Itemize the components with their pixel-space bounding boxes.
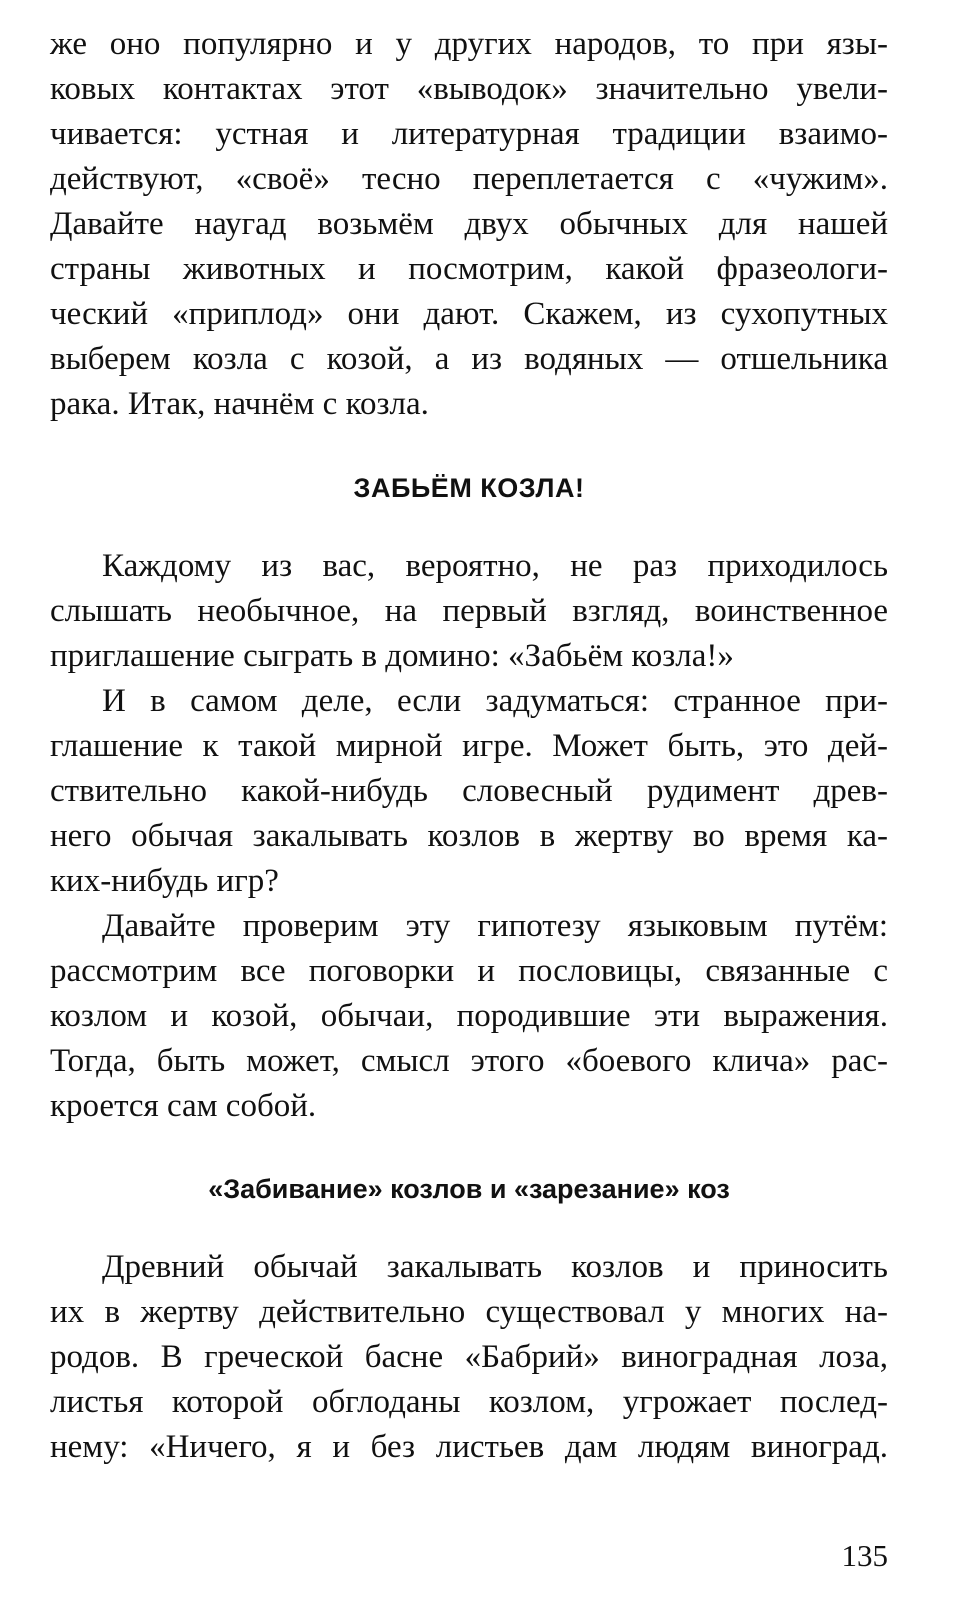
text-line: Давайте наугад возьмём двух обычных для нашей — [50, 206, 888, 242]
section1-paragraph-1 — [50, 544, 888, 679]
text-line: выберем козла с козой, а из водяных — отшельника — [50, 341, 888, 377]
text-line: ствительно какой-нибудь словесный рудимент древ- — [50, 773, 888, 809]
text-line: приглашение сыграть в домино: «Забьём козла!» — [50, 638, 734, 674]
text-line: слышать необычное, на первый взгляд, воинственное — [50, 593, 888, 629]
text-line: листья которой обглоданы козлом, угрожает послед- — [50, 1384, 888, 1420]
section-heading-zabivanie-kozlov: «Забивание» козлов и «зарезание» коз — [208, 1174, 730, 1204]
text-line: действуют, «своё» тесно переплетается с «чужим». — [50, 161, 888, 197]
page-number: 135 — [841, 1538, 888, 1573]
text-line: кроется сам собой. — [50, 1088, 317, 1124]
section2-paragraph-1 — [50, 1245, 888, 1470]
text-line: него обычая закалывать козлов в жертву во время ка- — [50, 818, 888, 854]
text-line: Каждому из вас, вероятно, не раз приходилось — [102, 548, 888, 584]
text-line: ческий «приплод» они дают. Скажем, из сухопутных — [50, 296, 888, 332]
section1-paragraph-3 — [50, 904, 888, 1129]
intro-paragraph — [50, 22, 888, 427]
text-line: Тогда, быть может, смысл этого «боевого клича» рас- — [50, 1043, 888, 1079]
text-line: ковых контактах этот «выводок» значительно увели- — [50, 71, 888, 107]
text-line: рака. Итак, начнём с козла. — [50, 386, 429, 422]
book-page — [50, 22, 888, 1582]
text-line: Древний обычай закалывать козлов и приносить — [102, 1249, 888, 1285]
section-heading-zabyom-kozla: ЗАБЬЁМ КОЗЛА! — [353, 473, 585, 503]
text-line: их в жертву действительно существовал у многих на- — [50, 1294, 888, 1330]
text-line: И в самом деле, если задуматься: странное при- — [102, 683, 888, 719]
text-line: родов. В греческой басне «Бабрий» виноградная лоза, — [50, 1339, 888, 1375]
text-line: Давайте проверим эту гипотезу языковым путём: — [102, 908, 888, 944]
text-line: чивается: устная и литературная традиции взаимо- — [50, 116, 888, 152]
text-line: ких-нибудь игр? — [50, 863, 279, 899]
text-line: козлом и козой, обычаи, породившие эти выражения. — [50, 998, 888, 1034]
text-line: рассмотрим все поговорки и пословицы, связанные с — [50, 953, 888, 989]
text-line: же оно популярно и у других народов, то при язы- — [50, 26, 888, 62]
section1-paragraph-2 — [50, 679, 888, 904]
text-line: нему: «Ничего, я и без листьев дам людям виноград. — [50, 1429, 888, 1465]
text-line: страны животных и посмотрим, какой фразеологи- — [50, 251, 888, 287]
text-line: глашение к такой мирной игре. Может быть, это дей- — [50, 728, 888, 764]
